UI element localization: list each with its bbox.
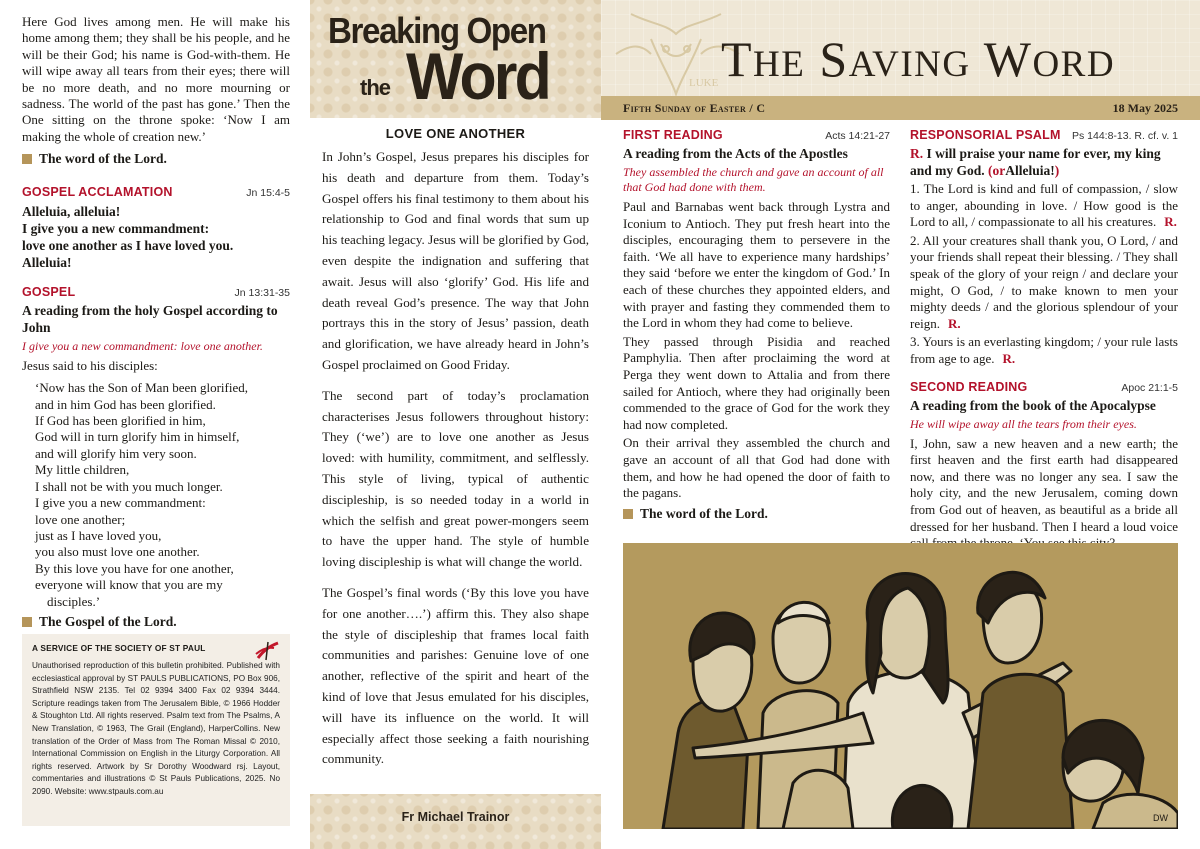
verse-line: God will in turn glorify him in himself,: [35, 429, 240, 445]
second-reading-header: [910, 380, 1178, 394]
word-of-lord-text: The word of the Lord.: [39, 151, 167, 167]
gospel-of-lord-text: The Gospel of the Lord.: [39, 613, 177, 629]
acclamation-line: Alleluia, alleluia!: [22, 204, 121, 220]
first-reading-paragraph: Paul and Barnabas went back through Lystra and Iconium to Antioch. They put fresh heart into the disciples, encouraging them to persevere in the faith. ‘We all have to experience many hardships’ they said ‘before we enter the kingdom of God.’ In each of these churches they appointed elders, and with prayer and fasting they commended them to the Lord in whom they had come to believe.: [623, 199, 890, 331]
second-reading-antiphon: He will wipe away all the tears from their eyes.: [910, 416, 1137, 431]
gospel-acclamation-ref: Jn 15:4-5: [246, 187, 290, 200]
gospel-verses: [22, 380, 290, 610]
gospel-intro: Jesus said to his disciples:: [22, 358, 158, 374]
left-column: [22, 14, 290, 630]
second-reading-title: SECOND READING: [910, 379, 1028, 394]
acclamation-line: love one another as I have loved you.: [22, 238, 234, 254]
first-reading-paragraph: On their arrival they assembled the church and gave an account of all that God had done with them, and how he had opened the door of faith to the pagans.: [623, 435, 890, 501]
psalm-stanza: [910, 233, 1178, 333]
verse-line: and in him God has been glorified.: [35, 396, 216, 412]
psalm-ref: Ps 144:8-13. R. cf. v. 1: [1071, 130, 1178, 142]
logo-line-breaking-open: Breaking Open: [328, 10, 546, 51]
second-reading-heading: A reading from the book of the Apocalypse: [910, 397, 1156, 413]
gold-square-icon: [22, 154, 32, 164]
verse-line: If God has been glorified in him,: [35, 413, 206, 429]
gospel-title: GOSPEL: [22, 285, 76, 300]
psalm-stanza: [910, 181, 1178, 231]
response-mark: R.: [1002, 350, 1016, 366]
gold-square-icon: [22, 617, 32, 627]
acclamation-line: I give you a new commandment:: [22, 221, 210, 237]
verse-line: and will glorify him very soon.: [35, 445, 197, 461]
word-of-lord-line: [623, 506, 890, 522]
liturgical-sunday: Fifth Sunday of Easter / C: [623, 100, 766, 115]
the-saving-word-masthead: [601, 0, 1200, 96]
verse-line: I shall not be with you much longer.: [35, 478, 223, 494]
reflection-paragraph: In John’s Gospel, Jesus prepares his disciples for his death and departure from them. Today’s Gospel offers his final testimony to them about his relationship to God and final words that sum up his teaching legacy. Jesus will be glorified by God, even despite the indignation and suffering that await. Jesus will also ‘glorify’ God. His life and death reveal God’s presence. The way that John portrays this in the story of Jesus’ passion, death and glorification, we have already heard in John’s Gospel proclaimed on Good Friday.: [322, 149, 589, 372]
word-of-lord-line: [22, 151, 290, 167]
gospel-header: [22, 285, 290, 299]
second-reading-continuation: Here God lives among men. He will make his home among them; they shall be his people, and he will be their God; his name is God-with-them. He will wipe away all tears from their eyes; there will be no more death, and no more mourning or sadness. The world of the past has gone.’ Then the One sitting on the throne spoke: ‘Now I am making the whole of creation new.’: [22, 14, 290, 144]
response-alt: Alleluia!: [1005, 163, 1055, 178]
illustration-artwork: [623, 543, 1178, 829]
st-pauls-logo-icon: [254, 640, 280, 662]
gospel-acclamation-text: [22, 203, 290, 271]
response-mark: R.: [947, 315, 961, 331]
response-alt-open: (or: [988, 163, 1006, 178]
jesus-with-disciples-illustration: [623, 543, 1178, 829]
psalm-stanza: [910, 334, 1178, 367]
service-title: A SERVICE OF THE SOCIETY OF ST PAUL: [32, 643, 206, 653]
response-mark: R.: [910, 146, 924, 161]
gospel-antiphon: I give you a new commandment: love one another.: [22, 339, 263, 354]
verse-line: everyone will know that you are my: [35, 577, 223, 593]
first-reading-column: [623, 128, 890, 522]
title-letter: S: [819, 31, 849, 87]
artist-signature: DW: [1153, 813, 1168, 823]
verse-line: I give you a new commandment:: [35, 495, 206, 511]
first-reading-heading: A reading from the Acts of the Apostles: [623, 146, 848, 161]
stanza-text: 1. The Lord is kind and full of compassion, / slow to anger, abounding in love. / How good is the Lord to all, / compassionate to all his creatures.: [910, 181, 1178, 230]
reflection-title: LOVE ONE ANOTHER: [385, 126, 526, 141]
logo-line-word: Word: [406, 39, 549, 113]
first-reading-paragraph: They passed through Pisidia and reached Pamphylia. Then after proclaiming the word at Perga they went down to Attalia and from there sailed for Antioch, where they had originally been commended to the grace of God for the work they had now completed.: [623, 333, 890, 432]
breaking-open-the-word-logo: [310, 0, 601, 118]
first-reading-ref: Acts 14:21-27: [825, 130, 890, 142]
gospel-ref: Jn 13:31-35: [234, 287, 290, 300]
publisher-notice: [22, 634, 290, 826]
gold-square-icon: [623, 509, 633, 519]
second-reading-ref: Apoc 21:1-5: [1121, 381, 1178, 394]
title-letters: ORD: [1032, 44, 1116, 85]
verse-line: My little children,: [35, 462, 130, 478]
gospel-heading: A reading from the holy Gospel according to John: [22, 303, 278, 336]
publication-title: [721, 30, 1115, 88]
logo-line-the: the: [360, 75, 390, 100]
reflection-author: Fr Michael Trainor: [401, 810, 510, 824]
verse-line: By this love you have for one another,: [35, 560, 234, 576]
stanza-text: 3. Yours is an everlasting kingdom; / your rule lasts from age to age.: [910, 334, 1178, 366]
acclamation-line: Alleluia!: [22, 255, 72, 271]
first-reading-header: [623, 128, 890, 142]
ox-label: LUKE: [689, 77, 719, 89]
verse-line: just as I have loved you,: [35, 527, 162, 543]
verse-line: ‘Now has the Son of Man been glorified,: [35, 380, 249, 396]
response-mark: R.: [1164, 214, 1177, 230]
title-letter: T: [721, 31, 754, 87]
reflection-paragraph: The Gospel’s final words (‘By this love you have for one another….’) affirm this. They also shape the style of discipleship that frames local faith communities and parishes: Genuine love of one another, reflective of the spirit and heart of the kind of love that Jesus emulated for his disciples, will have its influence on the world. It will especially affect those seeking a faith nourishing community.: [322, 584, 589, 767]
liturgical-date-bar: [601, 96, 1200, 120]
title-letter: W: [983, 31, 1033, 87]
response-alt-close: ): [1054, 163, 1060, 178]
word-of-lord-text: The word of the Lord.: [640, 505, 768, 521]
gospel-acclamation-title: GOSPEL ACCLAMATION: [22, 185, 173, 200]
second-reading-text: I, John, saw a new heaven and a new earth; the first heaven and the first earth had disappeared now, and there was no longer any sea. I saw the holy city, and the new Jerusalem, coming down from God out of heaven, as beautiful as a bride all dressed for her husband. Then I heard a loud voice: [910, 435, 1178, 534]
psalm-and-second-reading-column: [910, 128, 1178, 552]
reflection-panel: [310, 118, 601, 794]
reflection-paragraph: The second part of today’s proclamation characterises Jesus followers throughout history: They (‘we’) are to love one another as Jesus loved: with humility, commitment, and selflessly. This style of living, typical of authentic discipleship, is so needed today in a world in which the selfish and great power-mongers seem to have the upper hand. The style of humble loving discipleship is what will change the world.: [322, 387, 589, 570]
gospel-of-lord-line: [22, 614, 290, 630]
response-text: I will praise your name for ever, my king and my God.: [910, 146, 1161, 178]
first-reading-antiphon: They assembled the church and gave an account of all that God had done with them.: [623, 165, 884, 194]
first-reading-title: FIRST READING: [623, 128, 723, 142]
psalm-title: RESPONSORIAL PSALM: [910, 128, 1061, 142]
verse-line: disciples.’: [47, 593, 101, 609]
verse-line: love one another;: [35, 511, 126, 527]
stanza-text: 2. All your creatures shall thank you, O Lord, / and your friends shall repeat their blessing. / They shall speak of the glory of your reign / and declare your might, O God, / to make known to men your mighty deeds / and the glorious splendour of your reign.: [910, 232, 1178, 331]
verse-line: you also must love one another.: [35, 544, 200, 560]
psalm-header: [910, 128, 1178, 142]
gospel-acclamation-header: [22, 185, 290, 199]
service-text: Unauthorised reproduction of this bulletin prohibited. Published with ecclesiastical approval by ST PAULS PUBLICATIONS, PO Box 906, Strathfield NSW 2135. Tel 02 9394 3400 Fax 02 9394 3444. Scripture readings taken from The Jerusalem Bible, © 1966 Hodder & Stoughton Ltd. All rights reserved. Psalm text from The Psalms, A New Translation, © 1963, The Grail (England), HarperCollins. New translation of the Order of Mass from The Roman Missal © 2010, International Commission on English in the Liturgy Corporation. All rights reserved. Artwork by Sr Dorothy Woodward rsj. Layout, commentaries and illustrations © St Pauls Publications, 2025. No 2090. Website: www.stpauls.com.au: [32, 661, 280, 796]
psalm-response: [910, 145, 1178, 179]
title-letters: HE: [753, 44, 806, 85]
title-letters: AVING: [848, 44, 971, 85]
issue-date: 18 May 2025: [1112, 100, 1178, 115]
